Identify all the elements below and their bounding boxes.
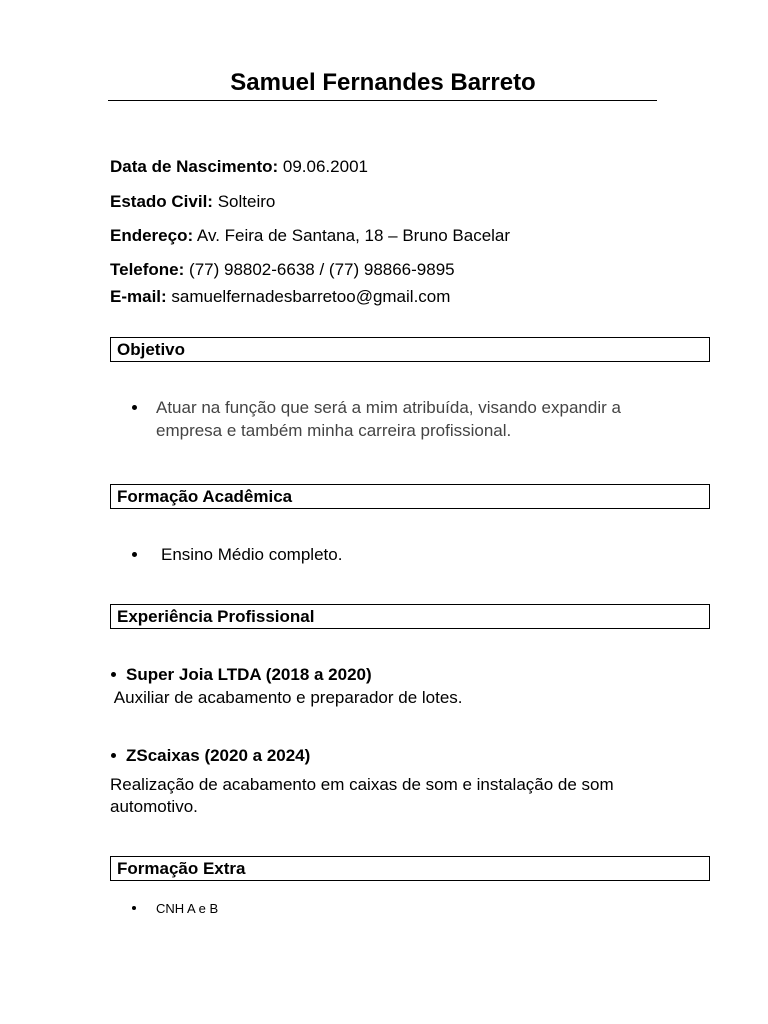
resume-name: Samuel Fernandes Barreto [230, 69, 536, 96]
birth-date-line [110, 156, 368, 178]
objective-line-2: empresa e também minha carreira profissional. [156, 421, 512, 440]
section-objective [110, 337, 710, 362]
phone-line [110, 259, 455, 281]
job-1-description: Auxiliar de acabamento e preparador de lotes. [110, 688, 463, 707]
civil-status-value: Solteiro [212, 192, 276, 211]
section-experience [110, 604, 710, 629]
bullet-icon [132, 906, 136, 910]
address-label: Endereço: [110, 226, 194, 245]
bullet-icon [132, 552, 137, 557]
job-2-title: ZScaixas (2020 a 2024) [126, 746, 311, 765]
extra-item: CNH A e B [156, 901, 219, 916]
section-extra-heading: Formação Extra [117, 859, 246, 878]
objective-line-1: Atuar na função que será a mim atribuída, visando expandir a [156, 398, 621, 417]
title-divider [108, 100, 657, 101]
address-line [110, 225, 510, 247]
email-line [110, 286, 450, 308]
birth-date-value: 09.06.2001 [278, 157, 368, 176]
birth-date-label: Data de Nascimento: [110, 157, 279, 176]
civil-status-line [110, 191, 275, 213]
bullet-icon [132, 405, 137, 410]
phone-label: Telefone: [110, 260, 185, 279]
section-experience-heading: Experiência Profissional [117, 607, 315, 626]
section-objective-heading: Objetivo [117, 340, 186, 359]
email-label: E-mail: [110, 287, 167, 306]
phone-value: (77) 98802-6638 / (77) 98866-9895 [184, 260, 455, 279]
section-education [110, 484, 710, 509]
email-value: samuelfernadesbarretoo@gmail.com [166, 287, 451, 306]
job-2-description-line-1: Realização de acabamento em caixas de som e instalação de som [110, 775, 614, 794]
civil-status-label: Estado Civil: [110, 192, 213, 211]
section-education-heading: Formação Acadêmica [117, 487, 293, 506]
bullet-icon [111, 672, 116, 677]
education-item: Ensino Médio completo. [161, 545, 343, 564]
address-value: Av. Feira de Santana, 18 – Bruno Bacelar [193, 226, 511, 245]
job-1-title: Super Joia LTDA (2018 a 2020) [126, 665, 372, 684]
bullet-icon [111, 753, 116, 758]
section-extra [110, 856, 710, 881]
job-2-description-line-2: automotivo. [110, 797, 198, 816]
